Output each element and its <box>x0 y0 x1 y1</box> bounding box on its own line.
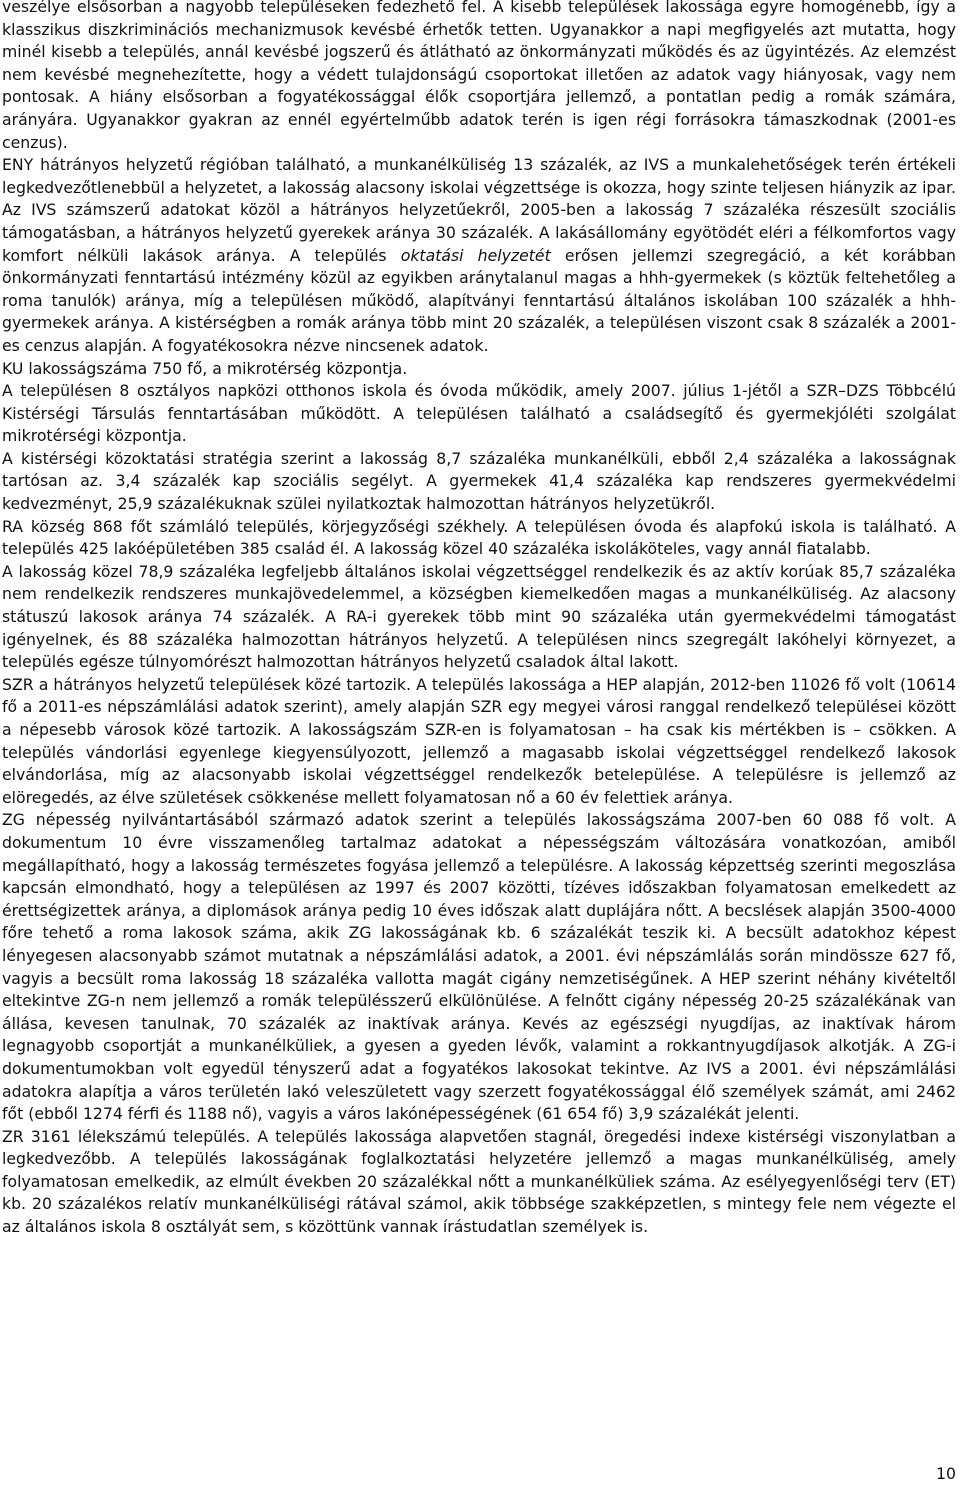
paragraph-zr: ZR 3161 lélekszámú település. A település lakossága alapvetően stagnál, öregedési indexe kistérségi viszonylatban a legkedvezőbb. A település lakosságának foglalkoztatási helyzetére jellemző a magas munkanélküliség, amely folyamatosan emelkedik, az elmúlt években 20 százalékkal nőtt a munkanélküliek száma. Az esélyegyenlőségi terv (ET) kb. 20 százalékos relatív munkanélküliségi rátával számol, akik többsége szakképzetlen, s mintegy fele nem végezte el az általános iskola 8 osztályát sem, s közöttünk vannak írástudatlan személyek is. <box>2 1126 956 1237</box>
paragraph-eny-text-after: erősen jellemzi szegregáció, a két korábban önkormányzati fenntartású intézmény közül az egyikben aránytalanul magas a hhh-gyermekek (s köztük feltehetőleg a roma tanulók) aránya, míg a településen működő, alapítványi fenntartású általános iskolában 100 százalék a hhh-gyermekek aránya. A kistérségben a romák aránya több mint 20 százalék, a településen viszont csak 8 százalék a 2001-es cenzus alapján. A fogyatékosokra nézve nincsenek adatok. <box>2 245 957 355</box>
paragraph-ku-school: A településen 8 osztályos napközi otthonos iskola és óvoda működik, amely 2007. július 1-jétől a SZR–DZS Többcélú Kistérségi Társulás fenntartásában működött. A településen található a családsegítő és gyermekjóléti szolgálat mikrotérségi központja. <box>2 381 956 446</box>
paragraph-intro: veszélye elsősorban a nagyobb településeken fedezhető fel. A kisebb települések lakossága egyre homogénebb, így a klasszikus diszkriminációs mechanizmusok kevésbé érhetők tetten. Ugyanakkor a napi megfigyelés azt mutatta, hogy minél kisebb a település, annál kevésbé jogszerű és átlátható az önkormányzati működés és az ügyintézés. Az elemzést nem kevésbé megnehezítette, hogy a védett tulajdonságú csoportokat illetően az adatok vagy hiányosak, vagy nem pontosak. A hiány elsősorban a fogyatékossággal élők csoportjára jellemző, a pontatlan pedig a romák számára, arányára. Ugyanakkor gyakran az ennél egyértelműbb adatok terén is igen régi forrásokra támaszkodnak (2001-es cenzus). <box>2 0 956 152</box>
paragraph-szr: SZR a hátrányos helyzetű települések közé tartozik. A település lakossága a HEP alapján, 2012-ben 11026 fő volt (10614 fő a 2011-es népszámlálási adatok szerint), amely alapján SZR egy megyei városi ranggal rendelkező települései között a népesebb városok közé tartozik. A lakosságszám SZR-en is folyamatosan – ha csak kis mértékben is – csökken. A település vándorlási egyenlege kiegyensúlyozott, jellemző a magasabb iskolai végzettséggel rendelkező lakosok elvándorlása, míg az alacsonyabb iskolai végzettséggel rendelkezők betelepülése. A településre is jellemző az elöregedés, az élve születések csökkenése mellett folyamatosan nő a 60 év felettiek aránya. <box>2 674 956 807</box>
paragraph-ra-population: A lakosság közel 78,9 százaléka legfeljebb általános iskolai végzettséggel rendelkezik és az aktív korúak 85,7 százaléka nem rendelkezik rendszeres munkajövedelemmel, a községben kiemelkedően magas a munkanélküliség. Az alacsony státuszú lakosok aránya 74 százalék. A RA-i gyerekek több mint 90 százaléka után gyermekvédelmi támogatást igényelnek, és 88 százaléka halmozottan hátrányos helyzetű. A településen nincs szegregált lakóhelyi környezet, a település egésze túlnyomórészt halmozottan hátrányos helyzetű csaladok által lakott. <box>2 561 956 672</box>
paragraph-ku: KU lakosságszáma 750 fő, a mikrotérség központja. <box>2 358 408 378</box>
paragraph-ku-strategy: A kistérségi közoktatási stratégia szerint a lakosság 8,7 százaléka munkanélküli, ebből 2,4 százaléka a lakosságnak tartósan az. 3,4 százalék kap szociális segélyt. A gyermekek 41,4 százaléka kap rendszeres gyermekvédelmi kedvezményt, 25,9 százalékuknak szülei nyilatkoztak halmozottan hátrányos helyzetükről. <box>2 448 956 514</box>
paragraph-eny-italic: oktatási helyzetét <box>400 245 551 265</box>
document-page <box>2 0 956 1239</box>
paragraph-eny-text: ENY hátrányos helyzetű régióban található, a munkanélküliség 13 százalék, az IVS a munkalehetőségek terén értékeli legkedvezőtlenebbül a helyzetet, a lakosság alacsony iskolai végzettsége is okozza, hogy szinte teljesen hiányzik az ipar. Az IVS számszerű adatokat közöl a hátrányos helyzetűekről, 2005-ben a lakosság 7 százaléka részesült szociális támogatásban, a hátrányos helyzetű gyerekek aránya 30 százalék. A lakásállomány egyötödét eléri a félkomfortos vagy komfort nélküli lakások aránya. A település <box>2 155 956 265</box>
paragraph-zg: ZG népesség nyilvántartásából származó adatok szerint a település lakosságszáma 2007-ben 60 088 fő volt. A dokumentum 10 évre visszamenőleg tartalmaz adatokat a népességszám változására vonatkozóan, amiből megállapítható, hogy a lakosság természetes fogyása jellemző a településre. A lakosság képzettség szerinti megoszlása kapcsán elmondható, hogy a településen az 1997 és 2007 közötti, tízéves időszakban folyamatosan emelkedett az érettségizettek aránya, a diplomások aránya pedig 10 éves időszak alatt duplájára nőtt. A becslések alapján 3500-4000 főre tehető a roma lakosok száma, akik ZG lakosságának kb. 6 százalékát teszik ki. A becsült adatokhoz képest lényegesen alacsonyabb számot mutatnak a népszámlálási adatok, a 2001. évi népszámlálás során mindössze 627 fő, vagyis a becsült roma lakosság 18 százaléka vallotta magát cigány nemzetiségűnek. A HEP szerint néhány kivételtől eltekintve ZG-n nem jellemző a romák településszerű elkülönülése. A felnőtt cigány népesség 20-25 százalékának van állása, kevesen tanulnak, 70 százalék az inaktívak aránya. Kevés az egészségi nyugdíjas, az inaktívak három legnagyobb csoportját a munkanélküliek, a gyesen a gyeden lévők, valamint a rokkantnyugdíjasok alkotják. A ZG-i dokumentumokban volt egyedül tényszerű adat a fogyatékos lakosokat tekintve. Az IVS a 2001. évi népszámlálási adatokra alapítja a város területén lakó veleszületett vagy szerzett fogyatékossággal élő személyek számát, ami 2462 főt (ebből 1274 férfi és 1188 nő), vagyis a város lakónépességének (61 654 fő) 3,9 százalékát jelenti. <box>2 810 956 1124</box>
paragraph-ra: RA község 868 főt számláló település, körjegyzőségi székhely. A településen óvoda és alapfokú iskola is található. A település 425 lakóépületében 385 család él. A lakosság közel 40 százaléka iskoláköteles, vagy annál fiatalabb. <box>2 516 956 559</box>
paragraph-eny <box>2 154 956 357</box>
page-number: 10 <box>936 1464 956 1483</box>
